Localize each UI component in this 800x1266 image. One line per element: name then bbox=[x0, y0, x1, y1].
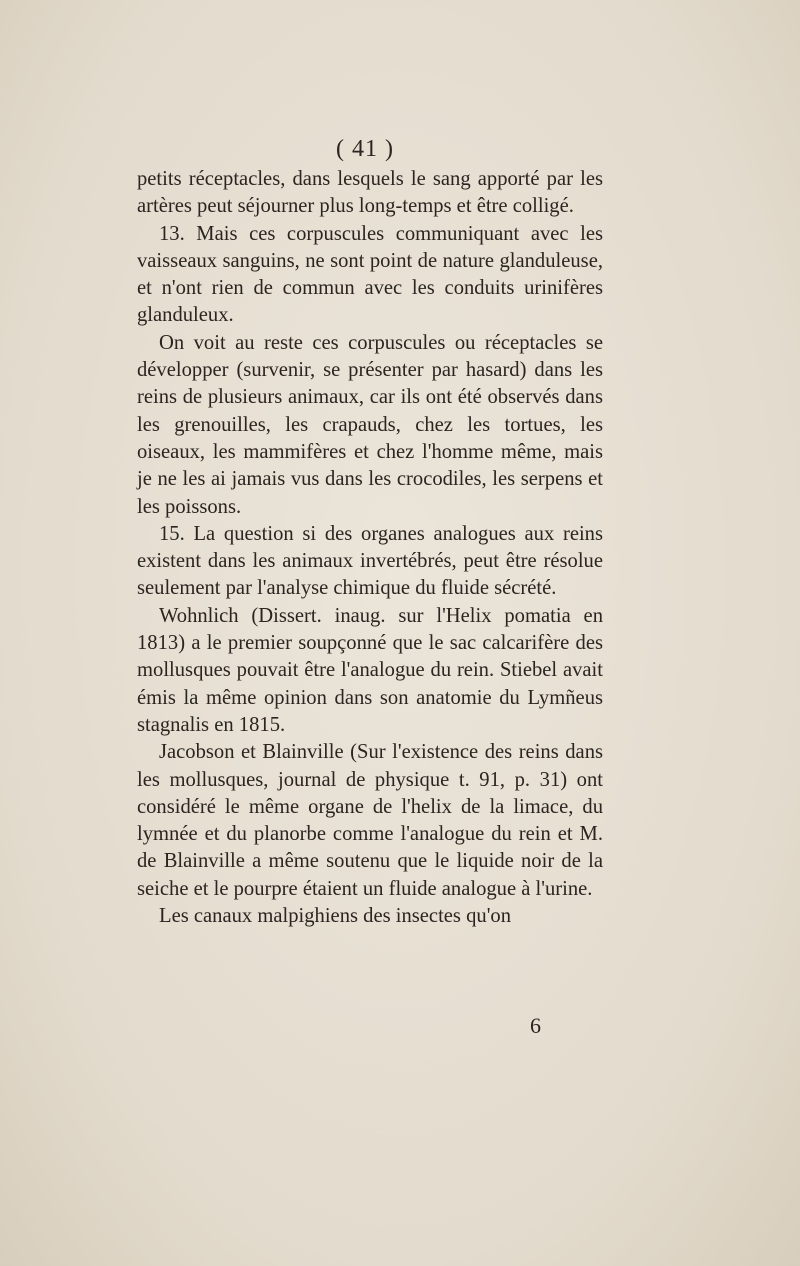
body-text bbox=[137, 166, 603, 930]
paragraph-last: Les canaux malpighiens des insectes qu'on bbox=[159, 905, 511, 928]
paragraph: petits réceptacles, dans lesquels le sang apporté par les artères peut séjourner plus long-temps et être colligé. bbox=[137, 168, 603, 218]
signature-mark: 6 bbox=[530, 1013, 541, 1038]
paragraph: 13. Mais ces corpuscules communiquant avec les vaisseaux sanguins, ne sont point de nature glanduleuse, et n'ont rien de commun avec les conduits urinifères glanduleux. bbox=[137, 222, 603, 327]
paragraph: 15. La question si des organes analogues aux reins existent dans les animaux invertébrés, peut être résolue seulement par l'analyse chimique du fluide sécrété. bbox=[137, 522, 603, 600]
paragraph: Wohnlich (Dissert. inaug. sur l'Helix pomatia en 1813) a le premier soupçonné que le sac calcarifère des mollusques pouvait être l'analogue du rein. Stiebel avait émis la même opinion dans son anatomie du Lymñeus stagnalis en 1815. bbox=[137, 604, 603, 736]
paragraph: Jacobson et Blainville (Sur l'existence des reins dans les mollusques, journal de physique t. 91, p. 31) ont considéré le même organe de l'helix de la limace, du lymnée et du planorbe comme l'analogue du rein et M. de Blainville a même soutenu que le liquide noir de la seiche et le pourpre étaient un fluide analogue à l'urine. bbox=[137, 741, 603, 900]
paragraph: On voit au reste ces corpuscules ou réceptacles se développer (survenir, se présenter par hasard) dans les reins de plusieurs animaux, car ils ont été observés dans les grenouilles, les crapauds, chez les tortues, les oiseaux, les mammifères et chez l'homme même, mais je ne les ai jamais vus dans les crocodiles, les serpens et les poissons. bbox=[137, 331, 603, 518]
page-number: ( 41 ) bbox=[336, 136, 394, 162]
